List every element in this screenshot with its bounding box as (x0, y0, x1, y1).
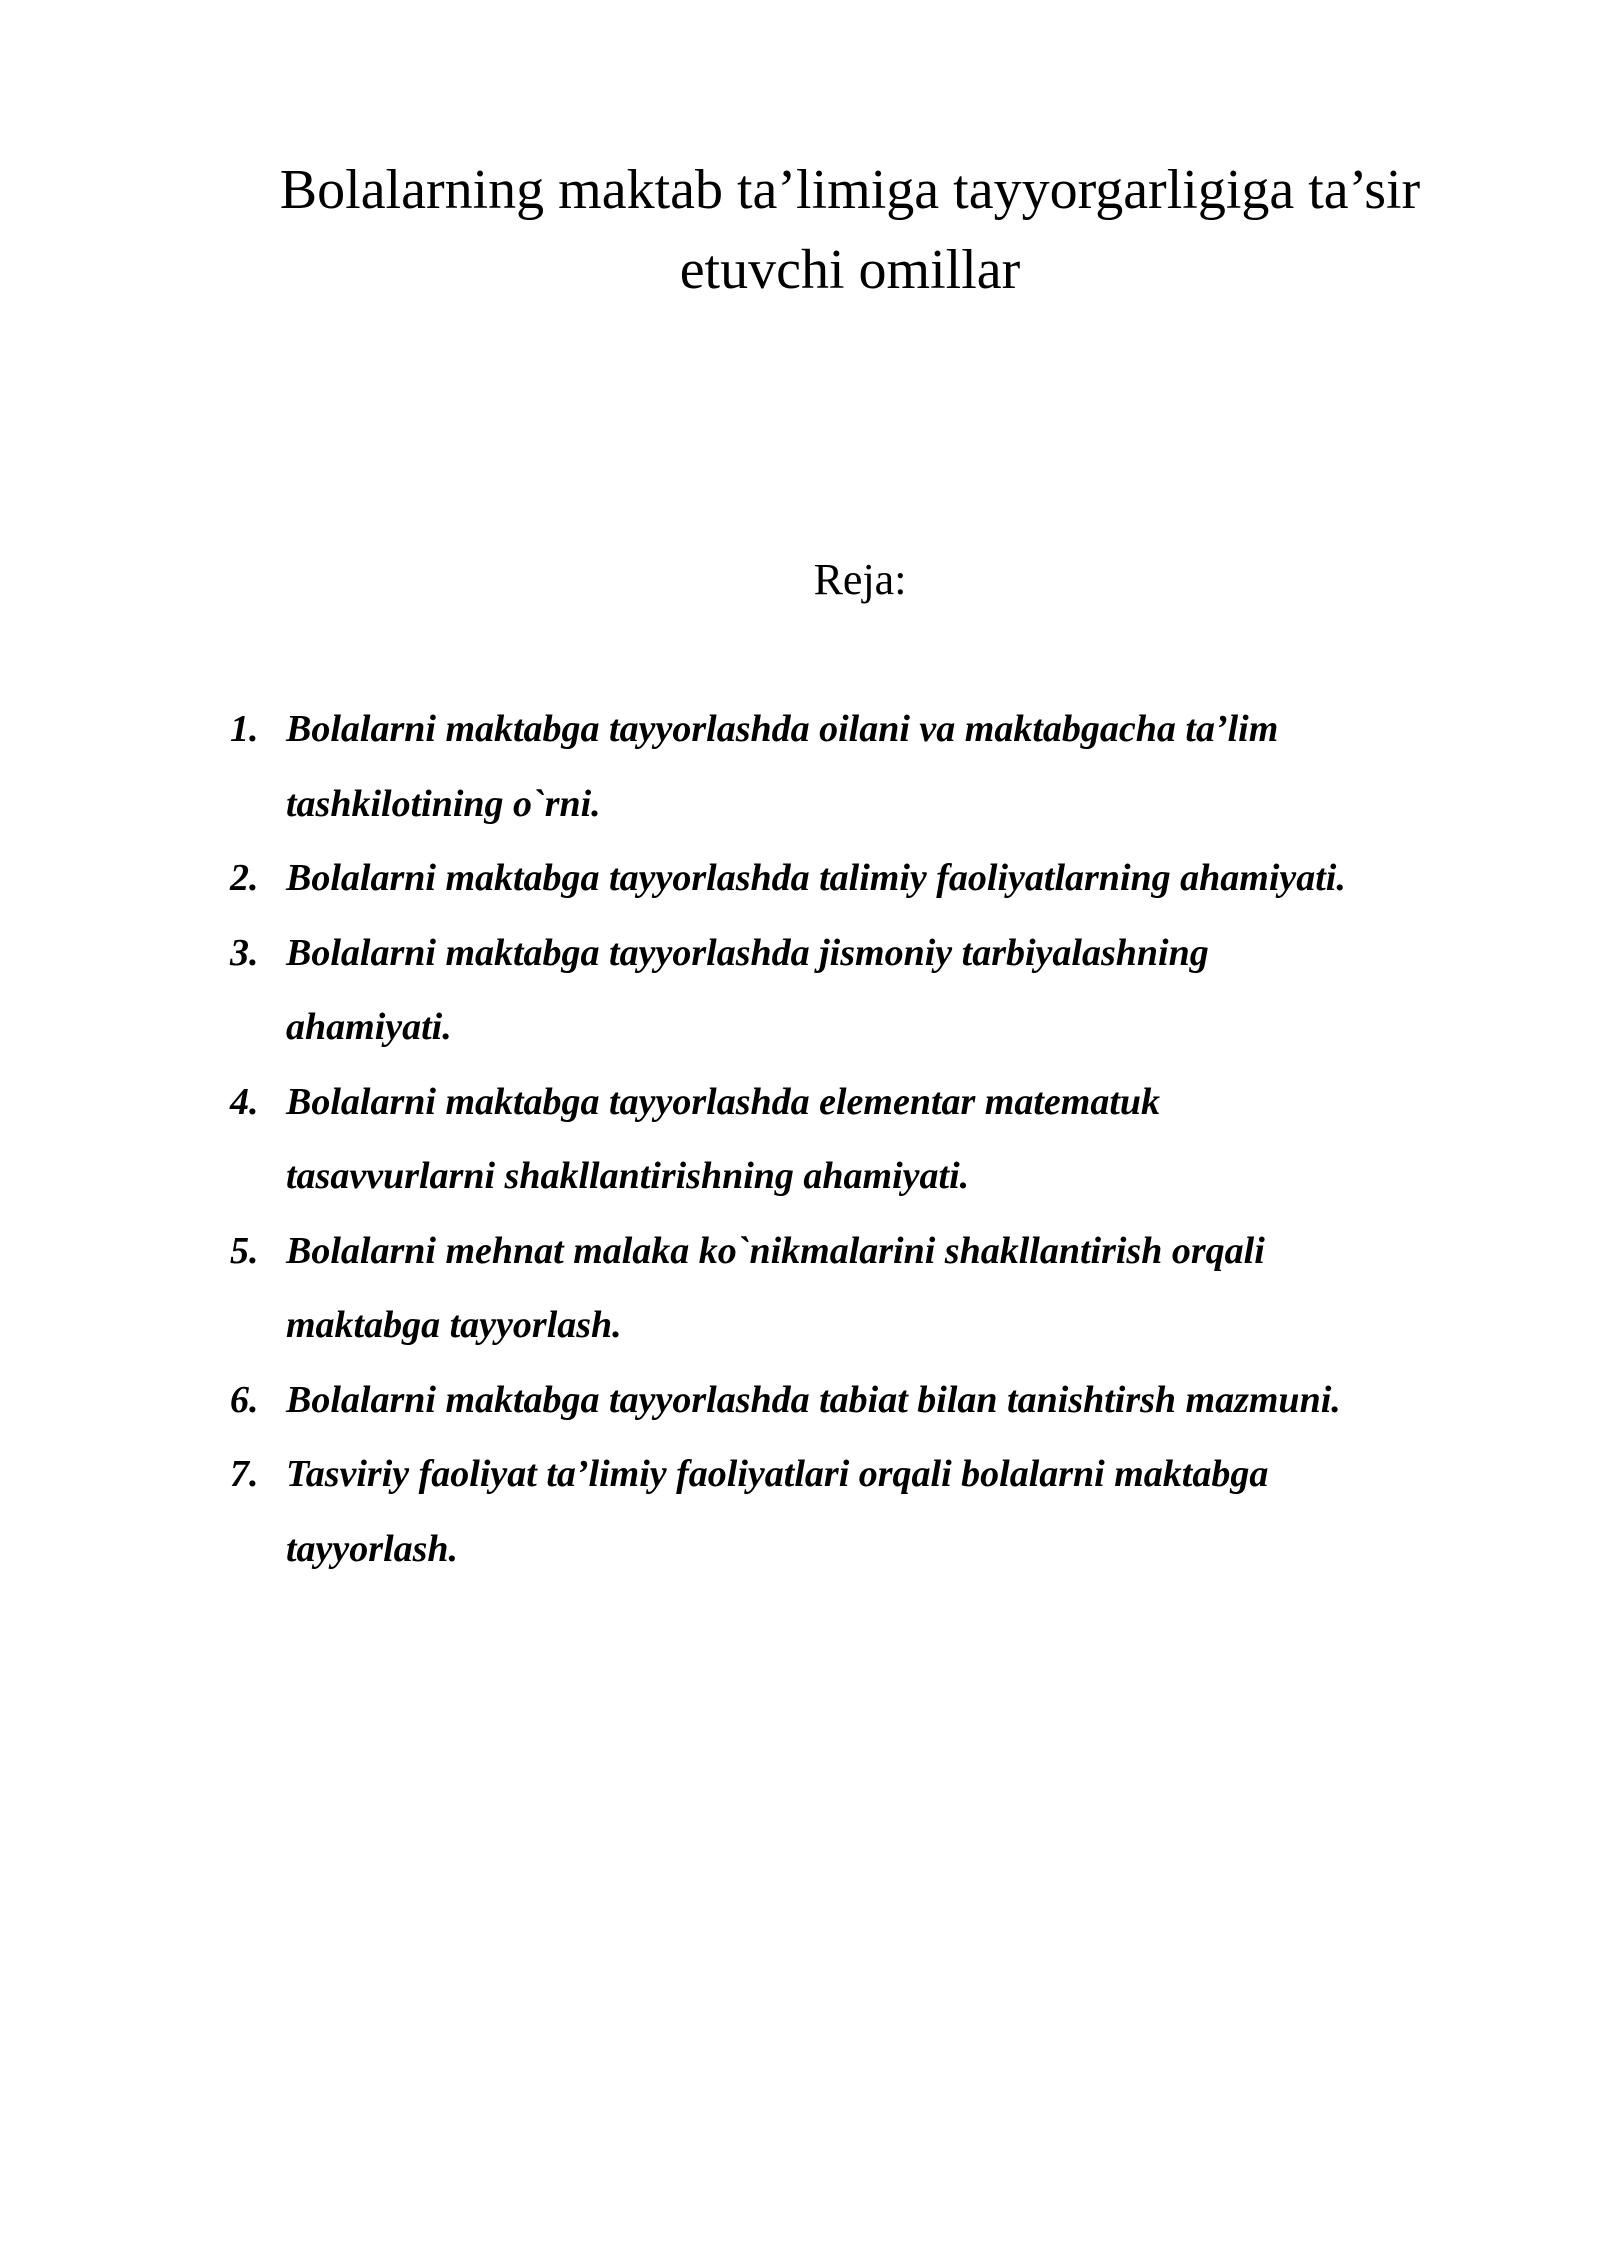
plan-item-text: Bolalarni maktabga tayyorlashda oilani va maktabgacha ta’lim (286, 708, 1279, 750)
plan-item-indent (230, 1512, 286, 1587)
plan-item-number: 2. (230, 857, 259, 899)
plan-item (230, 1065, 1520, 1214)
title-line: Bolalarning maktab ta’limiga tayyorgarligiga ta’sir (279, 159, 1421, 221)
plan-item-number: 5. (230, 1229, 259, 1272)
plan-item-text: Bolalarni maktabga tayyorlashda elementar matematuk (286, 1080, 1161, 1123)
plan-item-text: Bolalarni mehnat malaka ko`nikmalarini shakllantirish orqali (286, 1229, 1265, 1272)
plan-item-number: 3. (230, 931, 259, 974)
plan-item-text: tayyorlash. (286, 1527, 459, 1570)
title-line: etuvchi omillar (679, 239, 1021, 301)
plan-item (230, 1437, 1520, 1586)
plan-item-text: Bolalarni maktabga tayyorlashda tabiat bilan tanishtirsh mazmuni. (286, 1378, 1341, 1421)
plan-item-number: 4. (230, 1080, 259, 1123)
plan-item-text: maktabga tayyorlash. (286, 1304, 622, 1346)
plan-item-indent (230, 1139, 286, 1214)
plan-item (230, 1214, 1520, 1363)
plan-item-indent (230, 990, 286, 1065)
plan-item-number: 1. (230, 708, 259, 750)
plan-item-number: 6. (230, 1378, 259, 1421)
plan-item-text: Tasviriy faoliyat ta’limiy faoliyatlari orqali bolalarni maktabga (286, 1453, 1269, 1495)
page-title (200, 150, 1500, 310)
plan-heading: Reja: (813, 555, 907, 604)
plan-list (230, 692, 1520, 1586)
plan-item-text: Bolalarni maktabga tayyorlashda jismoniy tarbiyalashning (286, 931, 1209, 974)
plan-item-number: 7. (230, 1453, 259, 1495)
plan-item (230, 916, 1520, 1065)
plan-item-text: Bolalarni maktabga tayyorlashda talimiy faoliyatlarning ahamiyati. (286, 857, 1346, 899)
plan-item-text: tasavvurlarni shakllantirishning ahamiyati. (286, 1155, 970, 1197)
plan-item-indent (230, 767, 286, 842)
plan-item (230, 1363, 1520, 1438)
plan-item-text: tashkilotining o`rni. (286, 782, 601, 825)
plan-item (230, 841, 1520, 916)
plan-item-indent (230, 1288, 286, 1363)
plan-item (230, 692, 1520, 841)
plan-item-text: ahamiyati. (286, 1006, 452, 1048)
